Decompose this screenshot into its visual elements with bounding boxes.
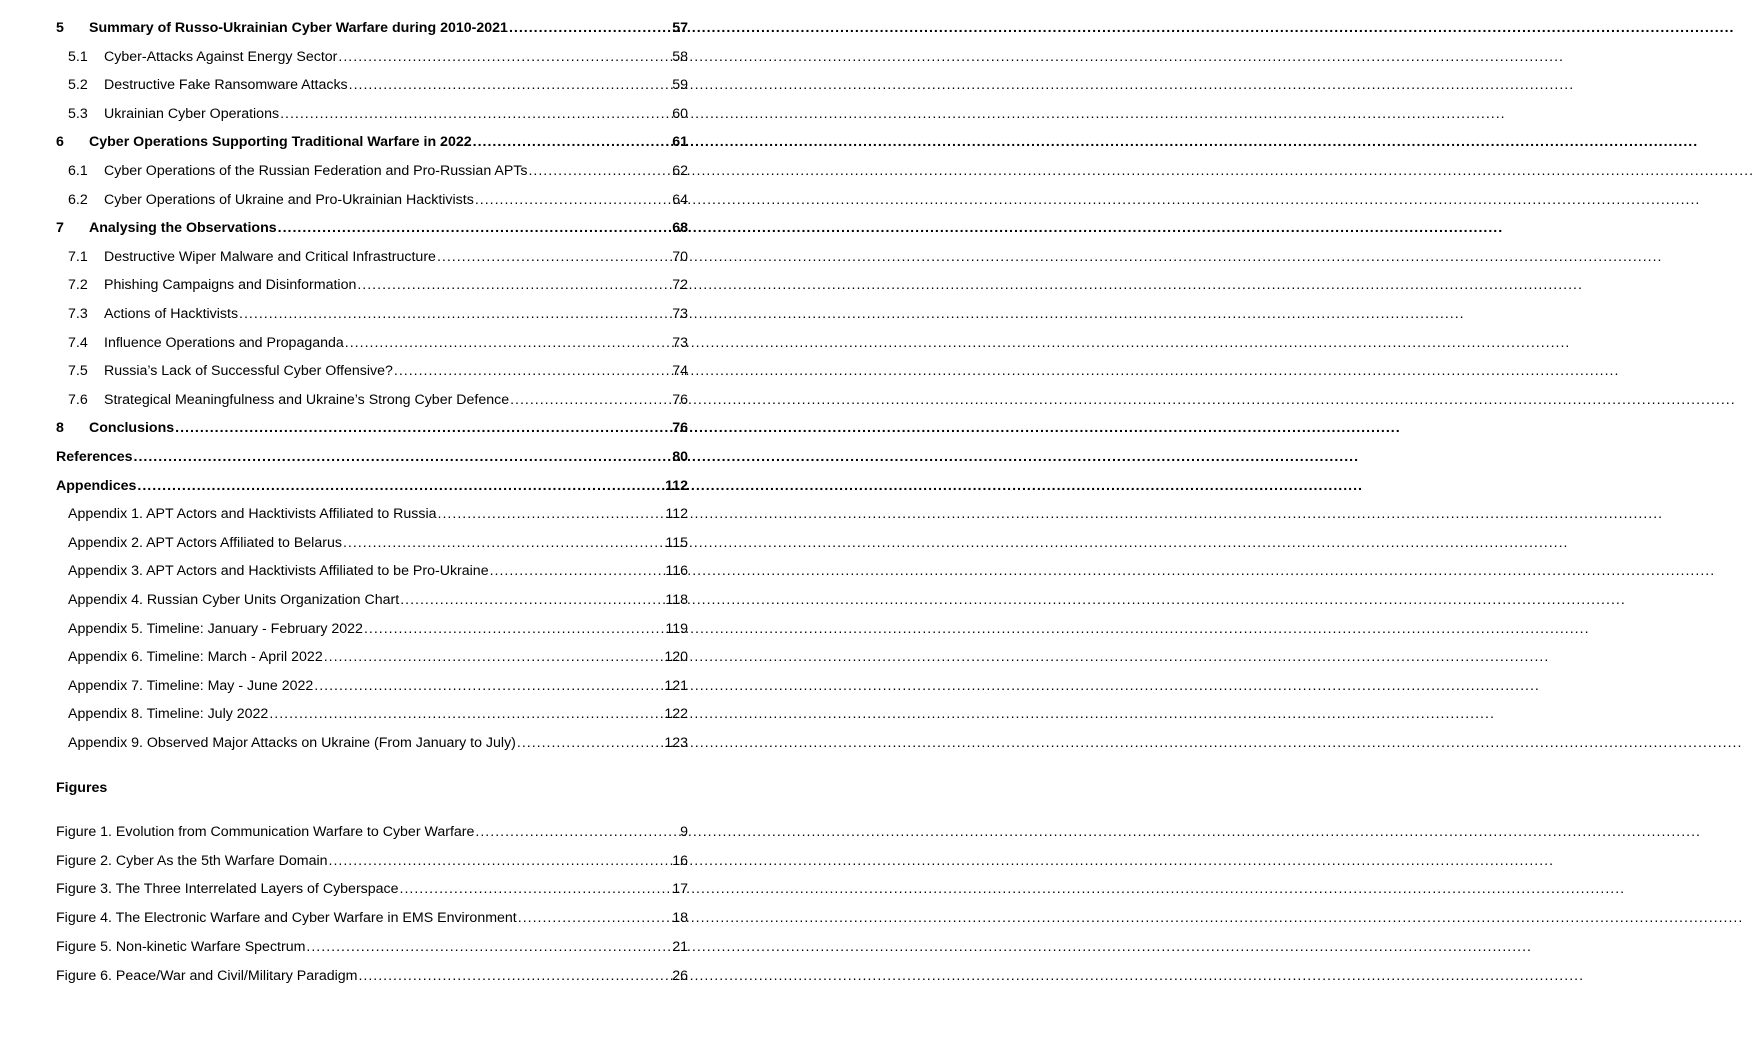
entry-page-number: 122 [664,706,688,722]
toc-entry[interactable] [68,360,688,382]
figure-entry[interactable] [56,936,688,958]
dot-leader [329,850,671,872]
dot-leader [239,303,670,325]
toc-entry[interactable] [68,389,688,411]
toc-entry[interactable] [68,74,688,96]
entry-page-number: 26 [672,968,688,984]
entry-title: Appendix 6. Timeline: March - April 2022 [68,649,323,665]
dot-leader [400,878,671,900]
entry-page-number: 58 [672,49,688,65]
toc-entry[interactable] [56,417,688,439]
dot-leader [269,703,662,725]
document-page [0,0,766,1045]
entry-title: Summary of Russo-Ukrainian Cyber Warfare during 2010-2021 [89,20,508,36]
dot-leader [394,360,670,382]
dot-leader [528,160,670,182]
entry-number: 6 [56,134,64,150]
toc-entry[interactable] [68,560,688,582]
dot-leader [345,332,670,354]
entry-number: 5.3 [68,106,88,122]
toc-entry[interactable] [56,475,688,497]
figures-heading: Figures [56,780,108,796]
dot-leader [364,618,663,640]
entry-page-number: 18 [672,910,688,926]
entry-number: 8 [56,420,64,436]
entry-page-number: 76 [672,392,688,408]
dot-leader [400,589,663,611]
entry-page-number: 80 [672,449,688,465]
entry-page-number: 57 [672,20,688,36]
entry-title: Appendix 4. Russian Cyber Units Organization Chart [68,592,400,608]
entry-page-number: 118 [665,592,688,608]
entry-number: 7 [56,220,64,236]
entry-title: Cyber Operations of Ukraine and Pro-Ukrainian Hacktivists [104,192,474,208]
entry-title: Appendix 1. APT Actors and Hacktivists Affiliated to Russia [68,506,437,522]
entry-number: 7.1 [68,249,88,265]
entry-title: Influence Operations and Propaganda [104,335,344,351]
entry-page-number: 116 [665,563,688,579]
entry-page-number: 68 [672,220,688,236]
toc-entry[interactable] [68,675,688,697]
dot-leader [137,475,663,497]
toc-entry[interactable] [68,532,688,554]
entry-title: Appendix 8. Timeline: July 2022 [68,706,269,722]
toc-entry[interactable] [68,246,688,268]
entry-page-number: 61 [672,134,688,150]
entry-page-number: 62 [672,163,688,179]
toc-entry[interactable] [68,589,688,611]
toc-entry[interactable] [68,732,688,754]
entry-page-number: 72 [672,277,688,293]
entry-page-number: 73 [672,306,688,322]
dot-leader [343,532,663,554]
entry-title: Figure 6. Peace/War and Civil/Military Paradigm [56,968,358,984]
toc-entry[interactable] [68,303,688,325]
entry-page-number: 119 [665,621,688,637]
entry-number: 7.2 [68,277,88,293]
toc-entry[interactable] [68,189,688,211]
dot-leader [280,103,670,125]
entry-title: Phishing Campaigns and Disinformation [104,277,357,293]
toc-entry[interactable] [68,618,688,640]
entry-page-number: 120 [664,649,688,665]
entry-page-number: 59 [672,77,688,93]
dot-leader [475,821,678,843]
entry-page-number: 74 [672,363,688,379]
dot-leader [473,131,671,153]
entry-page-number: 123 [664,735,688,751]
entry-title: Conclusions [89,420,175,436]
entry-number: 7.4 [68,335,88,351]
entry-title: Analysing the Observations [89,220,277,236]
dot-leader [437,246,670,268]
entry-title: References [56,449,133,465]
entry-title: Figure 5. Non-kinetic Warfare Spectrum [56,939,306,955]
entry-title: Figure 1. Evolution from Communication Warfare to Cyber Warfare [56,824,475,840]
entry-page-number: 112 [665,478,688,494]
entry-page-number: 70 [672,249,688,265]
entry-page-number: 112 [665,506,688,522]
dot-leader [357,274,670,296]
entry-title: Appendix 3. APT Actors and Hacktivists Affiliated to be Pro-Ukraine [68,563,489,579]
entry-page-number: 64 [672,192,688,208]
figure-entry[interactable] [56,907,688,929]
entry-page-number: 21 [672,939,688,955]
toc-entry[interactable] [56,217,688,239]
entry-number: 7.5 [68,363,88,379]
toc-entry[interactable] [68,503,688,525]
toc-entry[interactable] [68,160,688,182]
dot-leader [475,189,670,211]
figure-entry[interactable] [56,821,688,843]
entry-title: Appendix 9. Observed Major Attacks on Ukraine (From January to July) [68,735,516,751]
dot-leader [306,936,670,958]
entry-page-number: 76 [672,420,688,436]
figure-entry[interactable] [56,965,688,987]
entry-title: Cyber Operations of the Russian Federation and Pro-Russian APTs [104,163,528,179]
entry-title: Figure 2. Cyber As the 5th Warfare Domain [56,853,328,869]
toc-entry[interactable] [68,46,688,68]
toc-entry[interactable] [56,17,688,39]
toc-entry[interactable] [68,332,688,354]
entry-title: Destructive Fake Ransomware Attacks [104,77,348,93]
toc-entry[interactable] [68,274,688,296]
dot-leader [517,732,662,754]
entry-title: Cyber-Attacks Against Energy Sector [104,49,338,65]
toc-entry[interactable] [56,446,688,468]
entry-page-number: 115 [665,535,688,551]
entry-number: 5 [56,20,64,36]
dot-leader [175,417,670,439]
dot-leader [134,446,671,468]
dot-leader [349,74,671,96]
figure-entry[interactable] [56,878,688,900]
entry-page-number: 16 [672,853,688,869]
entry-title: Actions of Hacktivists [104,306,239,322]
entry-number: 5.1 [68,49,88,65]
entry-number: 6.2 [68,192,88,208]
dot-leader [518,907,670,929]
figure-entry[interactable] [56,850,688,872]
dot-leader [509,17,670,39]
entry-title: Appendix 2. APT Actors Affiliated to Belarus [68,535,342,551]
entry-number: 7.3 [68,306,88,322]
toc-entry[interactable] [68,646,688,668]
entry-title: Appendices [56,478,137,494]
entry-page-number: 17 [672,881,688,897]
entry-title: Russia’s Lack of Successful Cyber Offensive? [104,363,393,379]
dot-leader [314,675,662,697]
dot-leader [338,46,670,68]
toc-entry[interactable] [68,703,688,725]
entry-page-number: 60 [672,106,688,122]
entry-title: Figure 3. The Three Interrelated Layers of Cyberspace [56,881,399,897]
entry-page-number: 9 [680,824,688,840]
dot-leader [278,217,671,239]
dot-leader [438,503,664,525]
entry-number: 7.6 [68,392,88,408]
entry-title: Cyber Operations Supporting Traditional Warfare in 2022 [89,134,472,150]
entry-number: 6.1 [68,163,88,179]
toc-entry[interactable] [56,131,688,153]
dot-leader [324,646,663,668]
entry-title: Strategical Meaningfulness and Ukraine’s Strong Cyber Defence [104,392,510,408]
entry-number: 5.2 [68,77,88,93]
entry-page-number: 73 [672,335,688,351]
dot-leader [490,560,664,582]
entry-title: Destructive Wiper Malware and Critical Infrastructure [104,249,436,265]
dot-leader [358,965,670,987]
entry-title: Ukrainian Cyber Operations [104,106,280,122]
toc-entry[interactable] [68,103,688,125]
entry-title: Appendix 7. Timeline: May - June 2022 [68,678,314,694]
entry-title: Appendix 5. Timeline: January - February 2022 [68,621,363,637]
dot-leader [510,389,670,411]
entry-title: Figure 4. The Electronic Warfare and Cyber Warfare in EMS Environment [56,910,517,926]
entry-page-number: 121 [664,678,688,694]
